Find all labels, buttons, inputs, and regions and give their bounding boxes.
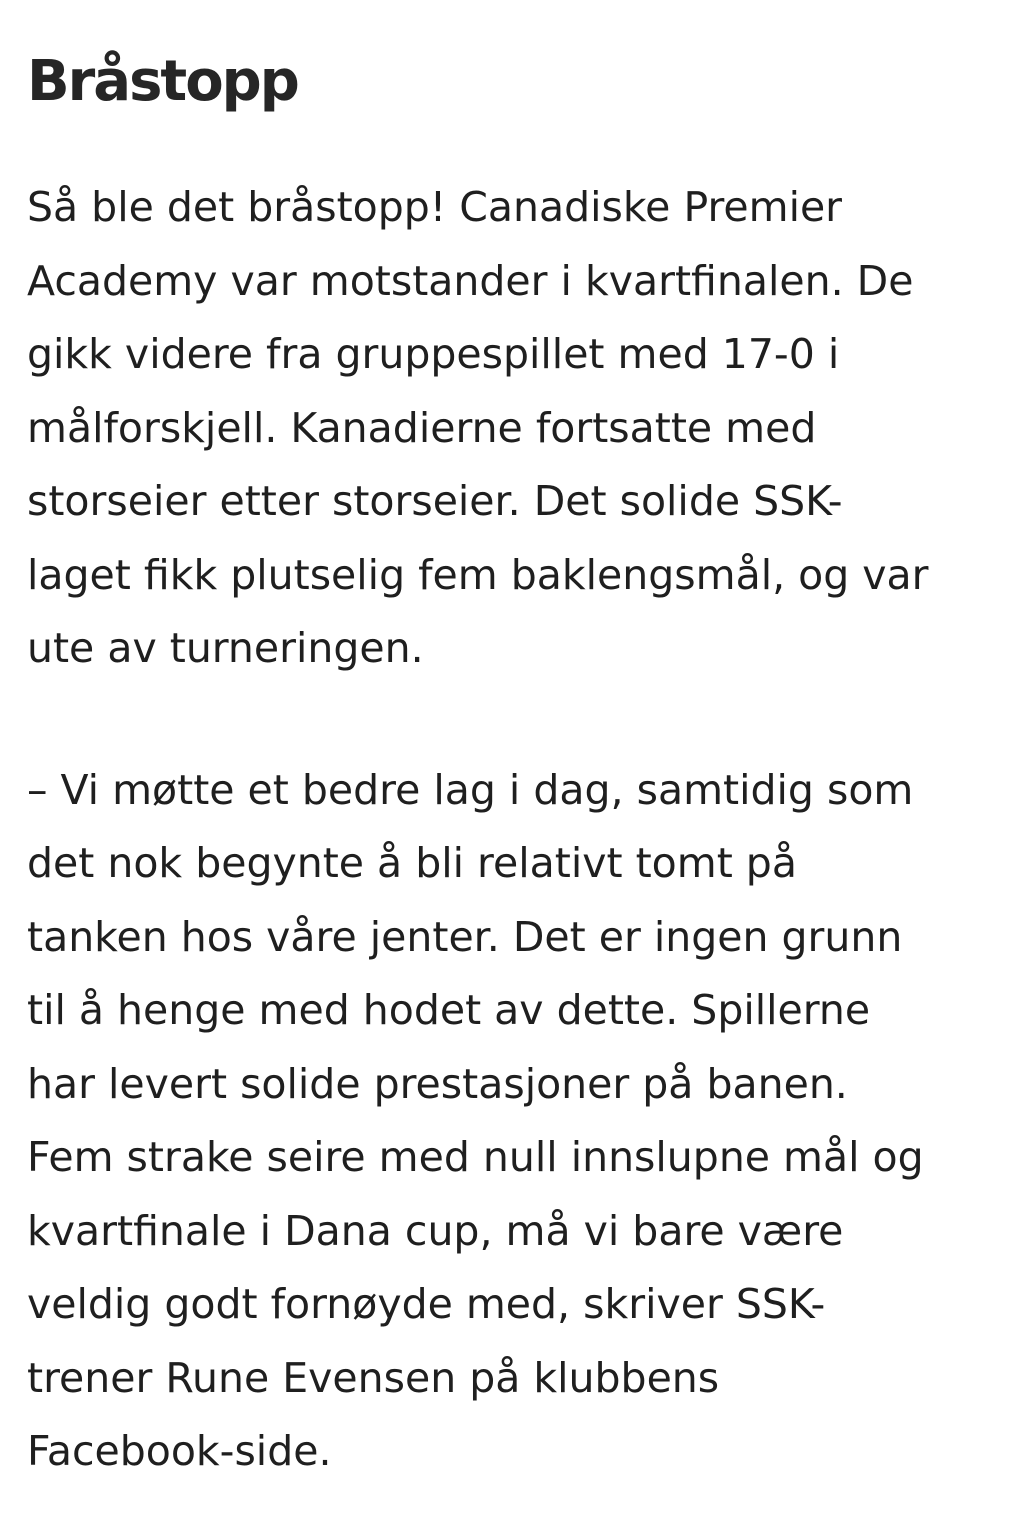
paragraph-line: har levert solide prestasjoner på banen. <box>27 1059 848 1108</box>
article <box>27 44 997 1489</box>
paragraph-line: veldig godt fornøyde med, skriver SSK- <box>27 1280 826 1328</box>
paragraph-line: til å henge med hodet av dette. Spillerne <box>27 986 871 1034</box>
paragraph-line: gikk videre fra gruppespillet med 17-0 i <box>27 330 840 378</box>
paragraph-line: Facebook-side. <box>27 1427 332 1475</box>
paragraph-line: trener Rune Evensen på klubbens <box>27 1353 720 1402</box>
paragraph-line: ute av turneringen. <box>27 624 424 672</box>
article-headline: Bråstopp <box>27 49 298 114</box>
paragraph-line: – Vi møtte et bedre lag i dag, samtidig som <box>27 765 914 814</box>
paragraph-line: storseier etter storseier. Det solide SSK- <box>27 477 843 525</box>
paragraph-line: laget fikk plutselig fem baklengsmål, og var <box>27 550 929 599</box>
article-paragraph <box>27 171 997 686</box>
paragraph-line: tanken hos våre jenter. Det er ingen grunn <box>27 912 903 961</box>
paragraph-line: Så ble det bråstopp! Canadiske Premier <box>27 183 843 231</box>
paragraph-line: Academy var motstander i kvartfinalen. De <box>27 256 914 305</box>
paragraph-line: målforskjell. Kanadierne fortsatte med <box>27 403 817 452</box>
paragraph-line: Fem strake seire med null innslupne mål og <box>27 1133 924 1181</box>
article-paragraph-quote <box>27 754 997 1489</box>
paragraph-line: det nok begynte å bli relativt tomt på <box>27 839 797 887</box>
paragraph-line: kvartfinale i Dana cup, må vi bare være <box>27 1206 844 1255</box>
